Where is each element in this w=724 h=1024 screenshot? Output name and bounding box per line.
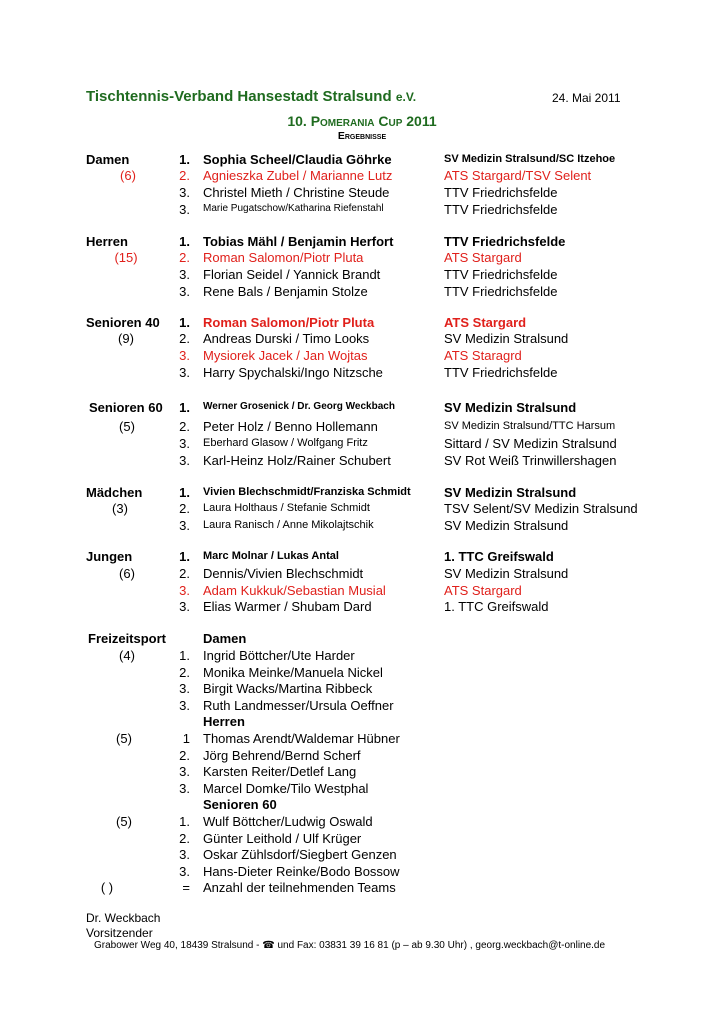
players: Dennis/Vivien Blechschmidt: [203, 566, 364, 581]
rank: 3.: [179, 698, 190, 713]
players: Adam Kukkuk/Sebastian Musial: [203, 583, 386, 598]
players: Karl-Heinz Holz/Rainer Schubert: [203, 453, 391, 468]
rank: 1.: [179, 315, 190, 330]
team-count-freizeit-damen: (4): [119, 648, 135, 663]
rank: 1.: [179, 485, 190, 500]
players: Harry Spychalski/Ingo Nitzsche: [203, 365, 383, 380]
team-count-jungen: (6): [119, 566, 135, 581]
rank: 1.: [179, 814, 190, 829]
players: Werner Grosenick / Dr. Georg Weckbach: [203, 401, 395, 412]
rank: 3.: [179, 681, 190, 696]
players: Tobias Mähl / Benjamin Herfort: [203, 234, 394, 249]
players: Marc Molnar / Lukas Antal: [203, 550, 339, 562]
players: Laura Ranisch / Anne Mikolajtschik: [203, 519, 374, 531]
players: Roman Salomon/Piotr Pluta: [203, 250, 364, 265]
players: Birgit Wacks/Martina Ribbeck: [203, 681, 373, 696]
rank: 3.: [179, 185, 190, 200]
team-count-damen: (6): [120, 168, 136, 183]
players: Oskar Zühlsdorf/Siegbert Genzen: [203, 847, 397, 862]
rank: 1.: [179, 152, 190, 167]
club: SV Medizin Stralsund: [444, 485, 577, 500]
rank: 2.: [179, 250, 190, 265]
legend-symbol: ( ): [100, 880, 114, 895]
team-count-maedchen: (3): [112, 501, 128, 516]
club: ATS Staragrd: [444, 348, 522, 363]
club: SV Medizin Stralsund: [444, 400, 577, 415]
category-maedchen: Mädchen: [86, 485, 143, 500]
organization-label: Tischtennis-Verband Hansestadt Stralsund: [86, 88, 392, 105]
team-count-herren: (15): [114, 250, 138, 265]
rank: 3.: [179, 781, 190, 796]
team-count-freizeit-herren: (5): [116, 731, 132, 746]
players: Günter Leithold / Ulf Krüger: [203, 831, 362, 846]
rank: 2.: [179, 665, 190, 680]
contact-address: Grabower Weg 40, 18439 Stralsund - ☎ und Fax: 03831 39 16 81 (p – ab 9.30 Uhr) , georg.weckbach@t-online.de: [94, 940, 606, 951]
players: Vivien Blechschmidt/Franziska Schmidt: [203, 486, 411, 498]
players: Christel Mieth / Christine Steude: [203, 185, 390, 200]
club: TTV Friedrichsfelde: [444, 234, 566, 249]
players: Elias Warmer / Shubam Dard: [203, 599, 372, 614]
team-count-senioren-60: (5): [119, 419, 135, 434]
rank: 3.: [179, 436, 190, 451]
category-damen: Damen: [86, 152, 130, 167]
category-senioren-40: Senioren 40: [86, 315, 160, 330]
rank: 2.: [179, 566, 190, 581]
page-title: 10. Pomerania Cup 2011: [287, 113, 437, 129]
category-jungen: Jungen: [86, 549, 133, 564]
category-senioren-60: Senioren 60: [89, 400, 163, 415]
club: SV Medizin Stralsund: [444, 518, 569, 533]
players: Ingrid Böttcher/Ute Harder: [203, 648, 355, 663]
category-herren: Herren: [86, 234, 128, 249]
rank: 3.: [179, 267, 190, 282]
club: 1. TTC Greifswald: [444, 549, 554, 564]
club: TSV Selent/SV Medizin Stralsund: [444, 501, 638, 516]
players: Monika Meinke/Manuela Nickel: [203, 665, 383, 680]
rank: 1: [182, 731, 190, 746]
players: Sophia Scheel/Claudia Göhrke: [203, 152, 392, 167]
rank: 3.: [179, 599, 190, 614]
players: Mysiorek Jacek / Jan Wojtas: [203, 348, 368, 363]
rank: 3.: [179, 847, 190, 862]
players: Ruth Landmesser/Ursula Oeffner: [203, 698, 394, 713]
club: ATS Stargard: [444, 315, 527, 330]
page-subtitle: Ergebnisse: [337, 130, 387, 142]
org-suffix: e.V.: [395, 90, 417, 104]
rank: 3.: [179, 453, 190, 468]
players: Rene Bals / Benjamin Stolze: [203, 284, 368, 299]
subcategory-senioren-60: Senioren 60: [203, 797, 277, 812]
rank: 3.: [179, 864, 190, 879]
players: Jörg Behrend/Bernd Scherf: [203, 748, 361, 763]
signature-role: Vorsitzender: [86, 926, 153, 940]
club: SV Medizin Stralsund: [444, 331, 569, 346]
legend-text: Anzahl der teilnehmenden Teams: [203, 880, 396, 895]
players: Thomas Arendt/Waldemar Hübner: [203, 731, 400, 746]
legend-equals: =: [182, 880, 190, 895]
club: TTV Friedrichsfelde: [444, 365, 558, 380]
players: Roman Salomon/Piotr Pluta: [203, 315, 375, 330]
club: SV Medizin Stralsund: [444, 566, 569, 581]
rank: 3.: [179, 365, 190, 380]
players: Florian Seidel / Yannick Brandt: [203, 267, 381, 282]
rank: 2.: [179, 831, 190, 846]
team-count-senioren-40: (9): [118, 331, 134, 346]
players: Marie Pugatschow/Katharina Riefenstahl: [203, 203, 384, 214]
club: SV Rot Weiß Trinwillershagen: [444, 453, 617, 468]
players: Marcel Domke/Tilo Westphal: [203, 781, 369, 796]
players: Karsten Reiter/Detlef Lang: [203, 764, 357, 779]
players: Wulf Böttcher/Ludwig Oswald: [203, 814, 373, 829]
club: SV Medizin Stralsund/TTC Harsum: [444, 420, 616, 432]
club: 1. TTC Greifswald: [444, 599, 549, 614]
rank: 3.: [179, 518, 190, 533]
category-freizeitsport: Freizeitsport: [88, 631, 167, 646]
players: Laura Holthaus / Stefanie Schmidt: [203, 502, 370, 514]
rank: 3.: [179, 583, 190, 598]
club: ATS Stargard: [444, 250, 522, 265]
club: TTV Friedrichsfelde: [444, 267, 558, 282]
signature-name: Dr. Weckbach: [86, 911, 161, 925]
club: SV Medizin Stralsund/SC Itzehoe: [444, 153, 616, 165]
rank: 1.: [179, 648, 190, 663]
rank: 1.: [179, 234, 190, 249]
rank: 3.: [179, 284, 190, 299]
players: Hans-Dieter Reinke/Bodo Bossow: [203, 864, 400, 879]
rank: 3.: [179, 202, 190, 217]
rank: 2.: [179, 748, 190, 763]
organization-name: [86, 88, 416, 105]
rank: 2.: [179, 168, 190, 183]
rank: 3.: [179, 764, 190, 779]
club: TTV Friedrichsfelde: [444, 284, 558, 299]
players: Andreas Durski / Timo Looks: [203, 331, 370, 346]
club: ATS Stargard: [444, 583, 522, 598]
club: TTV Friedrichsfelde: [444, 202, 558, 217]
rank: 3.: [179, 348, 190, 363]
players: Eberhard Glasow / Wolfgang Fritz: [203, 437, 368, 449]
players: Agnieszka Zubel / Marianne Lutz: [203, 168, 393, 183]
rank: 1.: [179, 549, 190, 564]
club: TTV Friedrichsfelde: [444, 185, 558, 200]
rank: 2.: [179, 331, 190, 346]
rank: 2.: [179, 419, 190, 434]
club: ATS Stargard/TSV Selent: [444, 168, 592, 183]
rank: 2.: [179, 501, 190, 516]
team-count-freizeit-senioren-60: (5): [116, 814, 132, 829]
subcategory-damen: Damen: [203, 631, 247, 646]
club: Sittard / SV Medizin Stralsund: [444, 436, 617, 451]
subcategory-herren: Herren: [203, 714, 245, 729]
document-date: 24. Mai 2011: [552, 91, 621, 105]
rank: 1.: [179, 400, 190, 415]
players: Peter Holz / Benno Hollemann: [203, 419, 378, 434]
